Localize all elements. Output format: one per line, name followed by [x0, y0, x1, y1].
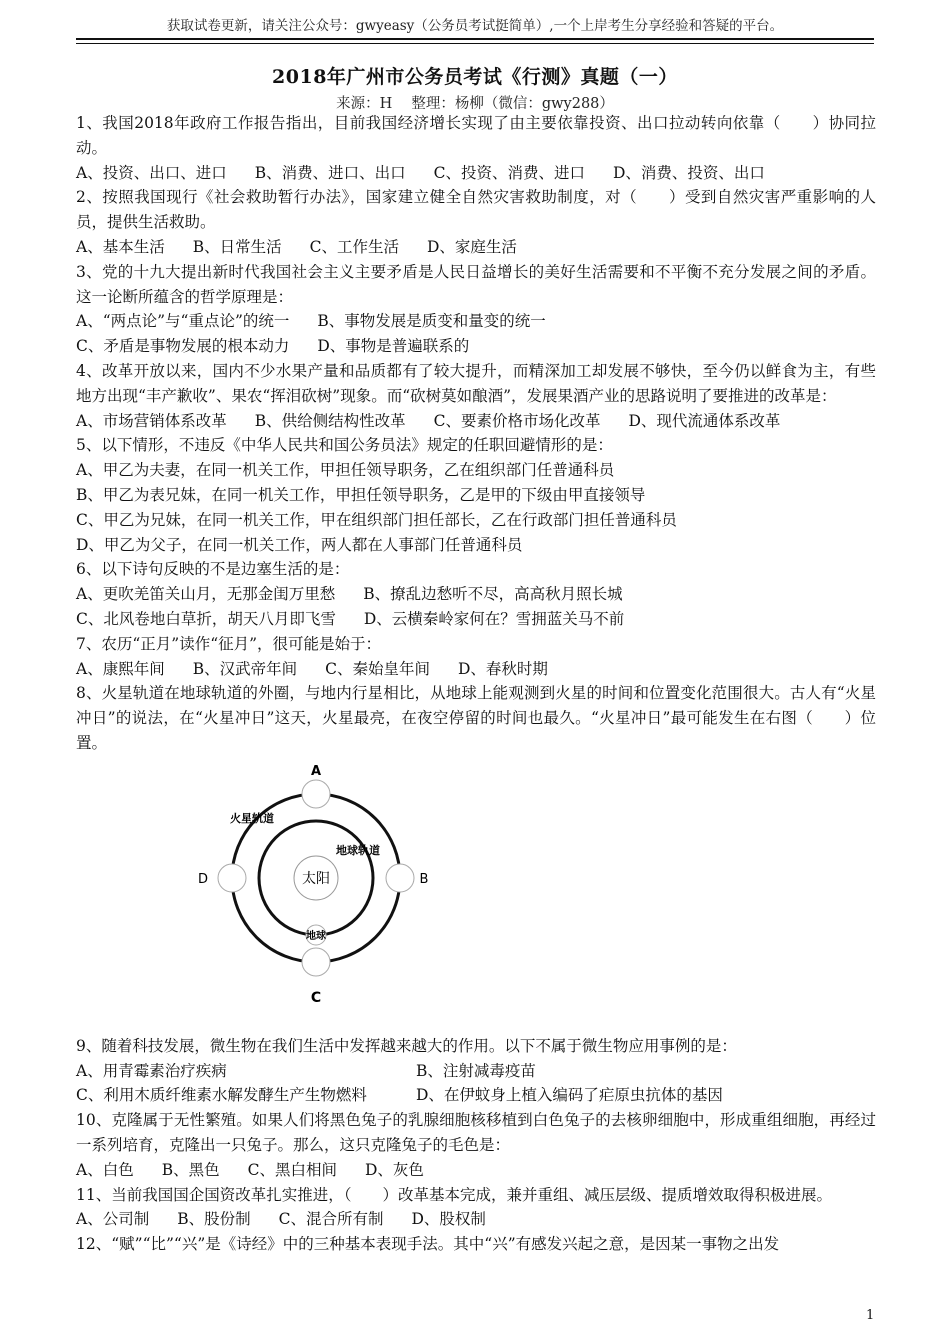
- question-12-stem: 12、“赋”“比”“兴”是《诗经》中的三种基本表现手法。其中“兴”有感发兴起之意，是因某一事物之出发: [76, 1235, 780, 1254]
- option-a: A、投资、出口、进口: [76, 163, 227, 182]
- option-c: C、矛盾是事物发展的根本动力: [76, 337, 290, 356]
- option-c: C、投资、消费、进口: [433, 163, 585, 182]
- header-rule-thin: [76, 43, 874, 44]
- option-a: A、基本生活: [76, 237, 165, 256]
- question-9-stem: 9、随着科技发展，微生物在我们生活中发挥越来越大的作用。以下不属于微生物应用事例的是：: [76, 1036, 737, 1055]
- question-6-options-row2: [76, 607, 876, 632]
- option-b: B、消费、进口、出口: [254, 163, 406, 182]
- position-a-marker: [302, 780, 330, 808]
- option-a: A、更吹羌笛关山月，无那金闺万里愁: [76, 585, 336, 604]
- option-d: D、股权制: [411, 1210, 486, 1229]
- question-3-options-row1: [76, 309, 876, 334]
- option-a: A、“两点论”与“重点论”的统一: [76, 312, 290, 331]
- earth-label: 地球: [306, 930, 326, 942]
- position-a-label: A: [310, 763, 322, 779]
- question-11-stem: 11、当前我国国企国资改革扎实推进，（ ）改革基本完成，兼并重组、减压层级、提质增效取得积极进展。: [76, 1185, 832, 1204]
- question-1-stem: 1、我国2018年政府工作报告指出，目前我国经济增长实现了由主要依靠投资、出口拉动转向依靠（ ）协同拉动。: [76, 114, 876, 157]
- option-b: B、供给侧结构性改革: [254, 411, 406, 430]
- header-rule-thick: [76, 38, 874, 40]
- question-6-options-row1: [76, 582, 876, 607]
- question-2-options: [76, 235, 876, 260]
- option-d: D、消费、投资、出口: [612, 163, 765, 182]
- option-c: C、甲乙为兄妹，在同一机关工作，甲在组织部门担任部长，乙在行政部门担任普通科员: [76, 510, 677, 529]
- question-3-stem: 3、党的十九大提出新时代我国社会主义主要矛盾是人民日益增长的美好生活需要和不平衡不充分发展之间的矛盾。这一论断所蕴含的哲学原理是：: [76, 262, 876, 306]
- position-b-marker: [386, 864, 414, 892]
- question-9-options-row2: [76, 1083, 876, 1108]
- option-b: B、注射减毒疫苗: [416, 1061, 536, 1080]
- option-b: B、汉武帝年间: [192, 659, 298, 678]
- option-d: D、家庭生活: [426, 237, 517, 256]
- question-4-options: [76, 409, 876, 434]
- option-a: A、康熙年间: [76, 659, 165, 678]
- orbit-diagram: [76, 762, 876, 1034]
- option-b: B、日常生活: [192, 237, 282, 256]
- question-3-options-row2: [76, 334, 876, 359]
- question-4-stem: 4、改革开放以来，国内不少水果产量和品质都有了较大提升，而精深加工却发展不够快，至今仍以鲜食为主，有些地方出现“丰产歉收”、果农“挥泪砍树”现象。而“砍树莫如酿酒”，发展果酒产业的思路说明了要推进的改革是：: [76, 361, 876, 405]
- question-list: [76, 111, 876, 1257]
- question-1-options: [76, 161, 876, 186]
- position-d-label: D: [197, 871, 209, 887]
- option-d: D、春秋时期: [457, 659, 548, 678]
- option-c: C、北风卷地白草折，胡天八月即飞雪: [76, 609, 336, 628]
- option-b: B、甲乙为表兄妹，在同一机关工作，甲担任领导职务，乙是甲的下级由甲直接领导: [76, 485, 646, 504]
- option-b: B、股份制: [177, 1210, 251, 1229]
- position-c-label: C: [310, 989, 322, 1006]
- question-2-stem: 2、按照我国现行《社会救助暂行办法》，国家建立健全自然灾害救助制度，对（ ）受到自然灾害严重影响的人员，提供生活救助。: [76, 188, 876, 232]
- option-a: A、公司制: [76, 1210, 150, 1229]
- question-10-options: [76, 1158, 876, 1183]
- option-c: C、秦始皇年间: [325, 659, 430, 678]
- header-notice: 获取试卷更新，请关注公众号：gwyeasy（公务员考试挺简单）,一个上岸考生分享经验和答疑的平台。: [166, 18, 784, 34]
- option-d: D、在伊蚊身上植入编码了疟原虫抗体的基因: [416, 1086, 723, 1105]
- position-c-marker: [302, 948, 330, 976]
- option-c: C、黑白相间: [247, 1160, 337, 1179]
- question-6-stem: 6、以下诗句反映的不是边塞生活的是：: [76, 560, 350, 579]
- question-5-stem: 5、以下情形，不违反《中华人民共和国公务员法》规定的任职回避情形的是：: [76, 436, 613, 455]
- page-number: 1: [866, 1308, 875, 1323]
- question-9-options-row1: [76, 1059, 876, 1084]
- option-b: B、黑色: [161, 1160, 220, 1179]
- question-8-stem: 8、火星轨道在地球轨道的外圈，与地内行星相比，从地球上能观测到火星的时间和位置变化范围很大。古人有“火星冲日”的说法，在“火星冲日”这天，火星最亮，在夜空停留的时间也最久。“火星冲日”最可能发生在右图（ ）位置。: [76, 684, 876, 752]
- option-a: A、市场营销体系改革: [76, 411, 227, 430]
- position-b-label: B: [419, 871, 429, 887]
- sun-label: 太阳: [302, 870, 330, 887]
- option-c: C、要素价格市场化改革: [433, 411, 601, 430]
- option-b: B、事物发展是质变和量变的统一: [317, 312, 546, 331]
- question-7-options: [76, 657, 876, 682]
- option-c: C、工作生活: [309, 237, 399, 256]
- page-title: 2018年广州市公务员考试《行测》真题（一）: [272, 66, 678, 88]
- option-c: C、混合所有制: [278, 1210, 384, 1229]
- mars-orbit-label: 火星轨道: [230, 811, 274, 825]
- option-d: D、云横秦岭家何在？雪拥蓝关马不前: [363, 609, 625, 628]
- question-10-stem: 10、克隆属于无性繁殖。如果人们将黑色兔子的乳腺细胞核移植到白色兔子的去核卵细胞中，形成重组细胞，再经过一系列培育，克隆出一只兔子。那么，这只克隆兔子的毛色是：: [76, 1111, 876, 1154]
- option-d: D、灰色: [364, 1160, 424, 1179]
- option-a: A、用青霉素治疗疾病: [76, 1061, 227, 1080]
- question-7-stem: 7、农历“正月”读作“征月”，很可能是始于：: [76, 634, 382, 653]
- option-b: B、撩乱边愁听不尽，高高秋月照长城: [363, 585, 623, 604]
- question-11-options: [76, 1207, 876, 1232]
- source-line: 来源：H 整理：杨柳（微信：gwy288）: [336, 96, 614, 112]
- earth-orbit-label: 地球轨道: [336, 843, 380, 857]
- option-d: D、甲乙为父子，在同一机关工作，两人都在人事部门任普通科员: [76, 535, 523, 554]
- option-a: A、白色: [76, 1160, 134, 1179]
- position-d-marker: [218, 864, 246, 892]
- option-d: D、现代流通体系改革: [628, 411, 781, 430]
- option-c: C、利用木质纤维素水解发酵生产生物燃料: [76, 1086, 367, 1105]
- option-d: D、事物是普遍联系的: [317, 337, 470, 356]
- option-a: A、甲乙为夫妻，在同一机关工作，甲担任领导职务，乙在组织部门任普通科员: [76, 461, 615, 480]
